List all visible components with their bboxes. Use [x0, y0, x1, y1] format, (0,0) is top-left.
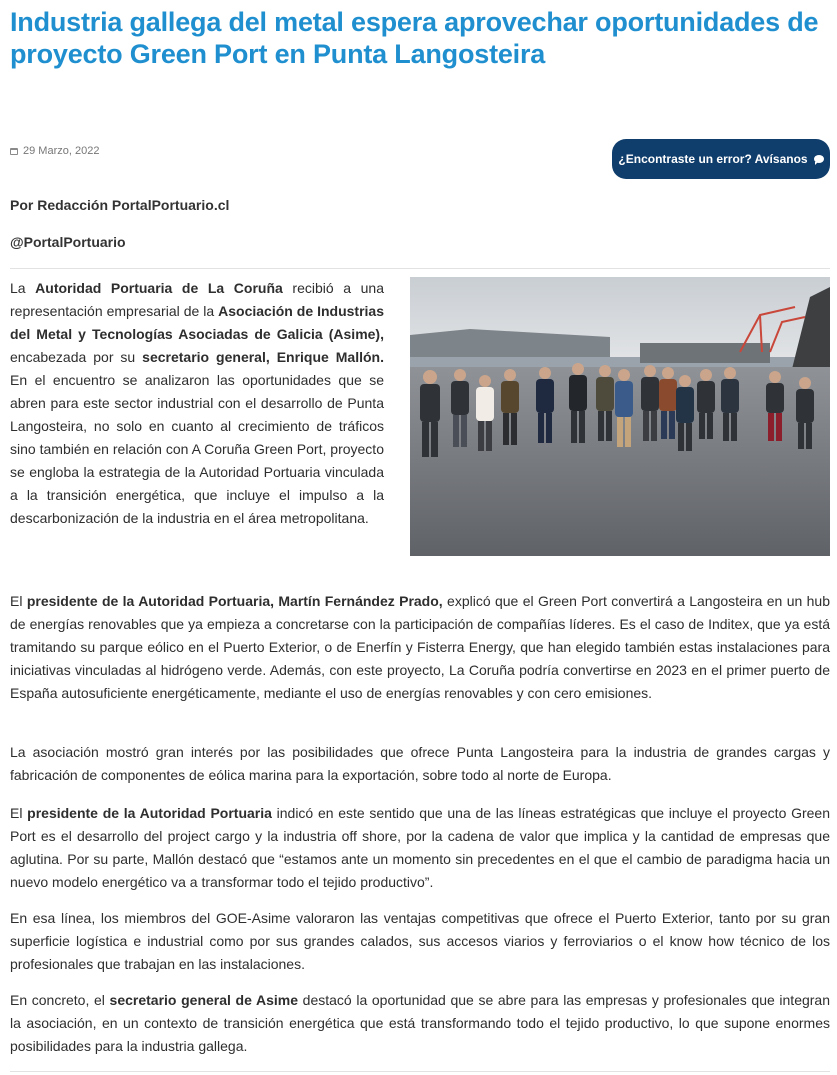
- text-run: destacó la oportunidad que se abre para las empresas y profesionales que integran la asociación, en un contexto de transición energética que está transformando todo el tejido productivo, lo que supone enormes posibilidades para la industria gallega.: [10, 992, 830, 1054]
- calendar-icon: [10, 148, 18, 155]
- bold-phrase: secretario general de Asime: [109, 992, 299, 1008]
- paragraph: [10, 277, 384, 530]
- text-run: El: [10, 593, 27, 609]
- text-run: explicó que el Green Port convertirá a Langosteira en un hub de energías renovables que ya empieza a concretarse con la participación de compañías líderes. Es el caso de Inditex, que ya está tramitando su parque eólico en el Puerto Exterior, o de Enerfín y Fisterra Energy, que han elegido también estas instalaciones para iniciativas vinculadas al hidrógeno verde. Además, con este proyecto, La Coruña podría convertirse en 2023 en el primer puerto de España autosuficiente energéticamente, mediante el uso de energías renovables y con cero emisiones.: [10, 593, 830, 701]
- bold-phrase: secretario general, Enrique Mallón.: [142, 349, 384, 365]
- paragraph: [10, 802, 830, 894]
- text-run: En el encuentro se analizaron las oportunidades que se abren para este sector industrial con el desarrollo de Punta Langosteira, no solo en cuanto al crecimiento de tráficos sino también en relación con A Coruña Green Port, proyecto se engloba la estrategia de la Autoridad Portuaria vinculada a la transición energética, que incluye el impulso a la descarbonización de la industria en el área metropolitana.: [10, 372, 384, 526]
- divider-bottom: [10, 1071, 830, 1072]
- paragraph: [10, 989, 830, 1058]
- comment-bubble-icon: [814, 155, 824, 163]
- article-photo: [410, 277, 830, 556]
- group-photo-illustration: [410, 277, 830, 556]
- paragraph: [10, 907, 830, 976]
- text-run: La: [10, 280, 36, 296]
- bold-phrase: Autoridad Portuaria de La Coruña: [35, 280, 283, 296]
- bold-phrase: Asociación de Industrias del Metal y Tecnologías Asociadas de Galicia (Asime),: [10, 303, 385, 342]
- byline: Por Redacción PortalPortuario.cl: [10, 197, 230, 213]
- text-run: En esa línea, los miembros del GOE-Asime valoraron las ventajas competitivas que ofrece el Puerto Exterior, tanto por su gran superficie logística e industrial como por sus grandes calados, sus accesos viarios y ferroviarios o el know how técnico de los profesionales que trabajan en las instalaciones.: [10, 910, 830, 972]
- article-title: Industria gallega del metal espera aprovechar oportunidades de proyecto Green Port en Punta Langosteira: [10, 7, 819, 69]
- publish-date: [10, 145, 99, 157]
- bold-phrase: presidente de la Autoridad Portuaria, Martín Fernández Prado,: [26, 593, 443, 609]
- text-run: En concreto, el: [10, 992, 110, 1008]
- bold-phrase: presidente de la Autoridad Portuaria: [27, 805, 272, 821]
- text-run: indicó en este sentido que una de las líneas estratégicas que incluye el proyecto Green Port es el desarrollo del project cargo y la industria off shore, por la cadena de valor que implica y la cantidad de empresas que aglutina. Por su parte, Mallón destacó que “estamos ante un momento sin precedentes en el que el cambio de paradigma hacia un nuevo modelo energético va a transformar todo el tejido productivo”.: [10, 805, 830, 890]
- report-error-button[interactable]: [612, 139, 830, 179]
- paragraph: [10, 590, 830, 705]
- text-run: La asociación mostró gran interés por las posibilidades que ofrece Punta Langosteira para la industria de grandes cargas y fabricación de componentes de eólica marina para la exportación, sobre todo al norte de Europa.: [10, 744, 830, 783]
- author-handle: @PortalPortuario: [10, 234, 126, 250]
- report-error-label: ¿Encontraste un error? Avísanos: [618, 152, 808, 166]
- divider-top: [10, 268, 830, 269]
- text-run: recibió a una representación empresarial de la: [10, 280, 384, 319]
- publish-date-text: 29 Marzo, 2022: [23, 145, 100, 157]
- text-run: encabezada por su: [10, 349, 143, 365]
- paragraph: [10, 741, 830, 787]
- text-run: El: [10, 805, 28, 821]
